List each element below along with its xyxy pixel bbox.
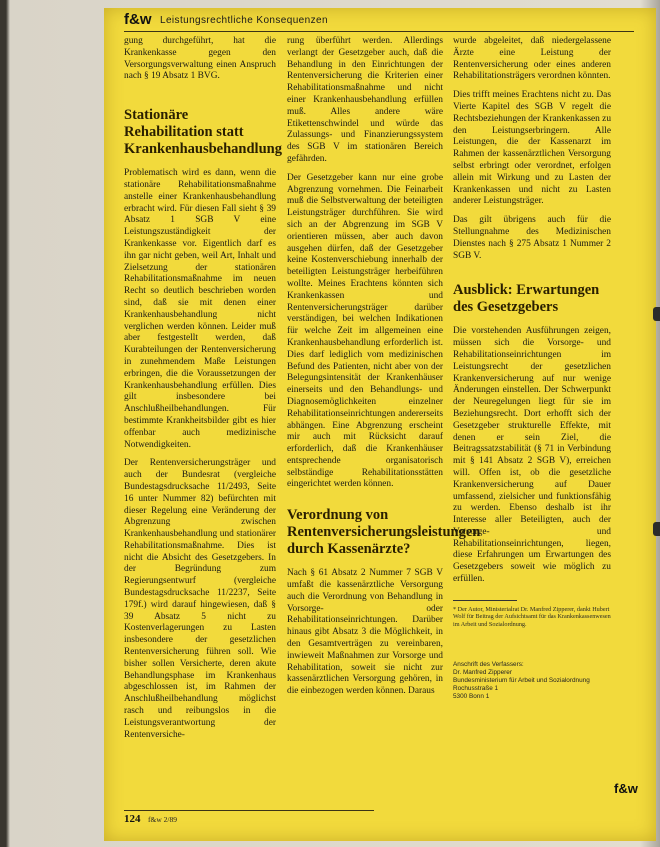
column-1 (124, 36, 282, 814)
address-line: 5300 Bonn 1 (453, 692, 490, 700)
running-header-title: Leistungsrechtliche Konsequenzen (160, 15, 328, 26)
running-header (124, 11, 634, 31)
address-line: Bundesministerium für Arbeit und Sozialordnung (453, 676, 590, 684)
paragraph: gung durchgeführt, hat die Krankenkasse gegen den Versorgungsverwaltung einen Anspruch nach § 19 Absatz 1 BVG. (124, 36, 276, 82)
journal-logo: f&w (124, 11, 152, 28)
column-3 (453, 36, 611, 814)
footnote-rule (453, 600, 517, 601)
magazine-page (104, 8, 656, 841)
paragraph: Dies trifft meines Erachtens nicht zu. Das Vierte Kapitel des SGB V regelt die Rechtsbeziehungen der Krankenkassen zu den Leistungserbringern. Alle Leistungen, die der Kassenarzt im Rahmen der kassenärztlichen Versorgung selbst erbringt oder verordnet, erfolgen allein mit Wirkung und zu Lasten der Krankenkassen und nicht zu Lasten anderer Leistungsträger. (453, 90, 612, 207)
page-edge-tab (653, 307, 660, 321)
address-label: Anschrift des Verfassers: (453, 660, 524, 668)
author-address (453, 661, 611, 701)
section-heading: Verordnung von Rentenversicherungsleistungen durch Kassenärzte? (287, 507, 481, 558)
publication-line: f&w 2/89 (148, 815, 177, 824)
footnote: * Der Autor, Ministerialrat Dr. Manfred Zipperer, dankt Hubert Wolf für Beitrag der Aufsichtsamt für das Krankenkassenwesen im Arbeit und Sozialordnung. (453, 605, 611, 629)
page-number: 124 (124, 813, 141, 825)
section-heading: Ausblick: Erwartungen des Gesetzgebers (453, 282, 600, 316)
paragraph: Problematisch wird es dann, wenn die stationäre Rehabilitationsmaßnahme anstelle einer Krankenhausbehandlung erbracht wird. Für diesen Fall sieht § 39 Absatz 1 SGB V eine Leistungszuständigkeit der Krankenkasse vor. Eigentlich darf es ihn gar nicht geben, weil Art, Inhalt und Zielsetzung der stationären Rehabilitationsmaßnahme im neuen Recht so deutlich beschrieben worden sind, daß sie mit denen einer Krankenhausbehandlung nicht verglichen werden können. Leider muß aber festgestellt werden, daß Kurabteilungen der Rentenversicherung in zunehmendem Maße Leistungen erbringen, die die Voraussetzungen der Krankenhausbehandlung erfüllen. Dies gilt insbesondere bei Anschlußheilbehandlungen. Für bestimmte Krankheitsbilder gibt es hier offenbar auch medizinische Notwendigkeiten. (124, 168, 276, 450)
paragraph: rung überführt werden. Allerdings verlangt der Gesetzgeber auch, daß die Behandlung in den Einrichtungen der Rentenversicherung die Kriterien einer Rehabilitationsmaßnahme und nicht einer Krankenhausbehandlung erfüllen muß. Alles andere wäre Etikettenschwindel und würde das Zulassungs- und Finanzierungssystem des SGB V im stationären Bereich gefährden. (287, 36, 443, 164)
paragraph: Nach § 61 Absatz 2 Nummer 7 SGB V umfaßt die kassenärztliche Versorgung auch die Verordnung von Behandlung in Vorsorge- oder Rehabilitationseinrichtungen. Darüber hinaus gibt Absatz 3 die Möglichkeit, in den Gesamtverträgen zu vereinbaren, inwieweit Maßnahmen zur Vorsorge und Rehabilitation, soweit sie nicht zur kassenärztlichen Versorgung gehören, in die einbezogen werden können. Daraus (287, 568, 443, 697)
paragraph: wurde abgeleitet, daß niedergelassene Ärzte eine Leistung der Rentenversicherung oder eines anderen Rehabilitationsträgers verordnen könnten. (453, 36, 611, 82)
section-heading: Stationäre Rehabilitation statt Krankenhausbehandlung (124, 107, 282, 158)
page-edge-tab (653, 522, 660, 536)
footer-logo: f&w (614, 781, 638, 796)
paragraph: Der Gesetzgeber kann nur eine grobe Abgrenzung vornehmen. Die Feinarbeit muß die Selbstverwaltung der beteiligten Leistungsträger durchführen. Sie wird sich an der Abgrenzung im SGB V orientieren müssen, aber auch davon ausgehen dürfen, daß der Gesetzgeber keine Kostenverschiebung innerhalb der beteiligten Leistungsträger herbeiführen wollte. Meines Erachtens könnten sich Krankenkassen und Rentenversicherungsträger darüber verständigen, bei welchen Indikationen für welche Zeit im allgemeinen eine Krankenhausbehandlung erforderlich ist. Dies darf lediglich vom medizinischen Befund des Patienten, nicht aber von der Belegungsintensität der Krankenhäuser einerseits und den Behandlungs- und Diagnosemöglichkeiten einzelner Rehabilitationseinrichtungen andererseits abhängen. Eine Abgrenzung erscheint mir auch mit Rücksicht darauf erforderlich, daß die Krankenhäuser entsprechende organisatorisch selbständige Rehabilitationsstätten eingerichtet werden können. (287, 172, 443, 490)
paragraph: Das gilt übrigens auch für die Stellungnahme des Medizinischen Dienstes nach § 275 Absatz 1 Nummer 2 SGB V. (453, 215, 611, 261)
paragraph: Der Rentenversicherungsträger und auch der Bundesrat (vergleiche Bundestagsdrucksache 11/2493, Seite 16 unter Nummer 82) befürchten mit dieser Regelung eine Veränderung der Abgrenzung zwischen Krankenhausbehandlung und stationärer Rehabilitationsmaßnahme. Dies ist nicht die Absicht des Gesetzgebers. In der Begründung zum Regierungsentwurf (vergleiche Bundestagsdrucksache 11/2237, Seite 179f.) wird darauf hingewiesen, daß § 39 Absatz 5 nicht zu Kostenverlagerungen zu Lasten insbesondere der gesetzlichen Rentenversicherung führen soll. Wie bisher sollen Versicherte, deren akute Behandlungsphase im Krankenhaus abgeschlossen ist, im Rahmen der Anschlußheilbehandlung möglichst rasch und reibungslos in die Leistungsverantwortung der Rentenversiche- (124, 458, 276, 740)
header-rule (124, 31, 634, 32)
address-line: Rochusstraße 1 (453, 684, 499, 692)
footer-rule (124, 810, 374, 811)
address-line: Dr. Manfred Zipperer (453, 668, 512, 676)
paragraph: Die vorstehenden Ausführungen zeigen, müssen sich die Vorsorge- und Rehabilitationseinrichtungen im Leistungsrecht der gesetzlichen Krankenversicherung auf nur wenige Änderungen einstellen. Der Schwerpunkt der Neuregelungen liegt für sie im Beziehungsrecht. Dort erhofft sich der Gesetzgeber strukturelle Effekte, mit denen er sein Ziel, die Beitragssatzstabilität (§ 71 in Verbindung mit § 141 Absatz 2 SGB V), erreichen will. Offen ist, ob die gesetzliche Krankenversicherung auf Dauer umfassend, zielsicher und funktionsfähig zu werden. Ebenso deshalb ist ihr Interesse aller Beteiligten, auch der Vorsorge- und Rehabilitationseinrichtungen, liegen, diese Erfahrungen um Erwartungen des Gesetzgebers soweit wie möglich zu erfüllen. (453, 326, 611, 585)
